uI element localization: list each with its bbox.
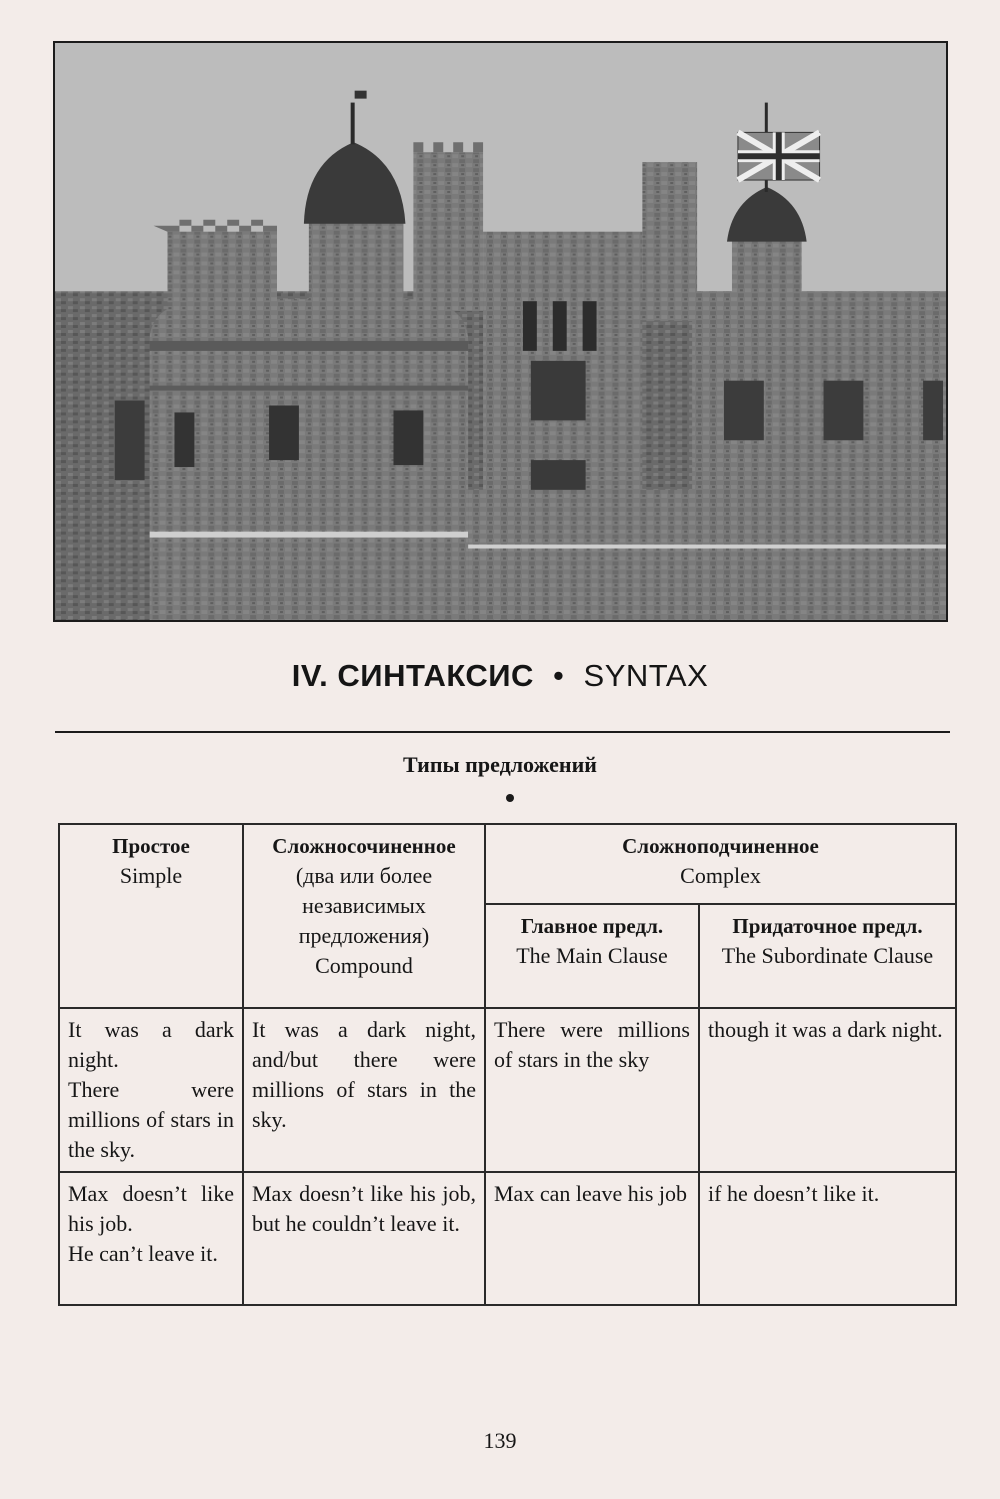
cell-simple xyxy=(59,1008,243,1172)
cell-main-clause: Max can leave his job xyxy=(485,1172,699,1305)
header-compound-ru: Сложносочиненное xyxy=(272,834,456,858)
cell-subordinate-clause: if he doesn’t like it. xyxy=(699,1172,956,1305)
round-bastion xyxy=(150,299,469,620)
table-row xyxy=(59,1008,956,1172)
header-main-clause xyxy=(485,904,699,1008)
section-heading xyxy=(0,658,1000,694)
section-title-en: SYNTAX xyxy=(583,658,709,693)
table-title: Типы предложений xyxy=(403,752,597,777)
simple-sentence: It was a dark night. xyxy=(68,1017,234,1072)
header-main-en: The Main Clause xyxy=(516,943,668,968)
section-divider xyxy=(55,731,950,733)
castle-photo xyxy=(53,41,948,622)
cell-main-clause: There were millions of stars in the sky xyxy=(485,1008,699,1172)
castle-illustration xyxy=(55,43,946,620)
front-wall xyxy=(468,490,946,620)
header-complex xyxy=(485,824,956,904)
cell-subordinate-clause: though it was a dark night. xyxy=(699,1008,956,1172)
header-simple-ru: Простое xyxy=(112,834,190,858)
header-sub-ru: Придаточное предл. xyxy=(732,914,923,938)
header-simple-en: Simple xyxy=(119,863,183,888)
header-complex-ru: Сложноподчиненное xyxy=(622,834,819,858)
header-compound xyxy=(243,824,485,1008)
header-subordinate-clause xyxy=(699,904,956,1008)
bullet-dot xyxy=(506,794,514,802)
header-row xyxy=(59,824,956,904)
header-compound-note: (два или более независимых предложения) xyxy=(295,863,433,948)
union-flag-icon xyxy=(738,132,820,180)
header-complex-en: Complex xyxy=(680,863,761,888)
cell-compound: It was a dark night, and/but there were millions of stars in the sky. xyxy=(243,1008,485,1172)
simple-sentence: There were millions of stars in the sky. xyxy=(68,1077,234,1162)
left-tower xyxy=(154,220,277,311)
table-row xyxy=(59,1172,956,1305)
cell-compound: Max doesn’t like his job, but he couldn’t leave it. xyxy=(243,1172,485,1305)
header-compound-en: Compound xyxy=(315,953,413,978)
section-numeral: IV. xyxy=(291,658,329,693)
sentence-types-table xyxy=(58,823,957,1306)
simple-sentence: Max doesn’t like his job. xyxy=(68,1181,234,1236)
header-sub-en: The Subordinate Clause xyxy=(721,943,934,968)
cell-simple xyxy=(59,1172,243,1305)
page-number: 139 xyxy=(483,1428,517,1453)
section-bullet: • xyxy=(553,658,565,693)
section-title-ru: СИНТАКСИС xyxy=(337,658,534,693)
simple-sentence: He can’t leave it. xyxy=(68,1241,218,1266)
header-main-ru: Главное предл. xyxy=(520,914,664,938)
header-simple xyxy=(59,824,243,1008)
